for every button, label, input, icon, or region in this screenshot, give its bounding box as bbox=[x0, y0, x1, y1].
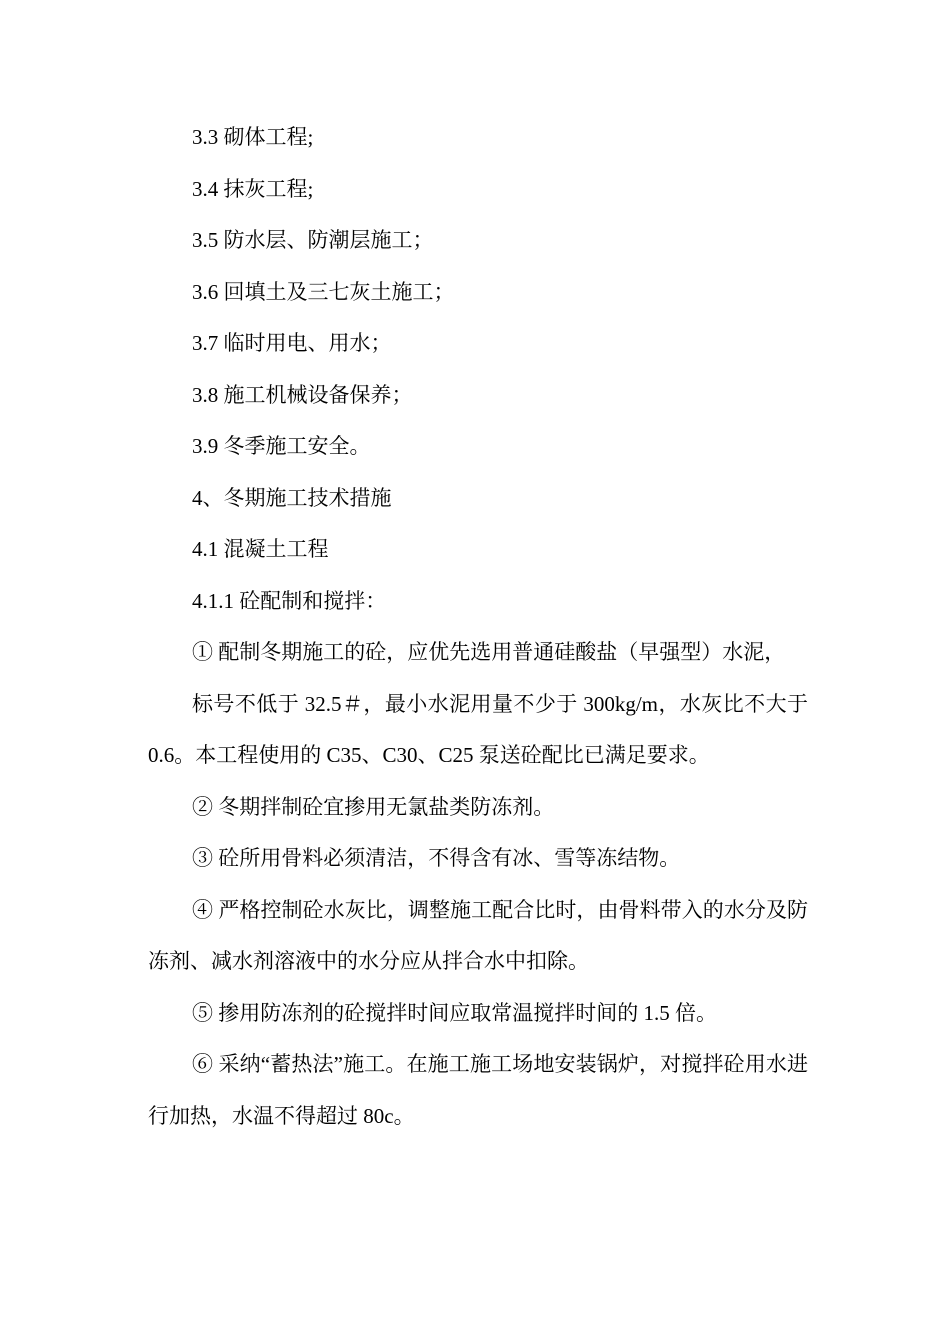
document-body bbox=[148, 112, 808, 1142]
paragraph-3-6: 3.6 回填土及三七灰土施工； bbox=[192, 279, 455, 304]
section-heading-4-1-1: 4.1.1 砼配制和搅拌： bbox=[192, 588, 387, 613]
list-item-6: ⑥ 采纳“蓄热法”施工。在施工施工场地安装锅炉，对搅拌砼用水进行加热，水温不得超过 80c。 bbox=[148, 1052, 808, 1128]
list-item-3: ③ 砼所用骨料必须清洁，不得含有冰、雪等冻结物。 bbox=[192, 846, 681, 870]
paragraph-3-3: 3.3 砌体工程; bbox=[192, 125, 314, 149]
list-item-2: ② 冬期拌制砼宜掺用无氯盐类防冻剂。 bbox=[192, 794, 555, 819]
paragraph-3-8: 3.8 施工机械设备保养； bbox=[192, 382, 413, 407]
list-item-1: ① 配制冬期施工的砼，应优先选用普通硅酸盐（早强型）水泥， bbox=[192, 640, 786, 664]
list-item-1-continued: 标号不低于 32.5＃，最小水泥用量不少于 300kg/m，水灰比不大于 0.6。本工程使用的 C35、C30、C25 泵送砼配比已满足要求。 bbox=[148, 691, 808, 767]
paragraph-3-7: 3.7 临时用电、用水； bbox=[192, 331, 392, 355]
section-heading-4-1: 4.1 混凝土工程 bbox=[192, 537, 329, 561]
section-heading-4: 4、冬期施工技术措施 bbox=[192, 485, 392, 510]
list-item-5: ⑤ 掺用防冻剂的砼搅拌时间应取常温搅拌时间的 1.5 倍。 bbox=[192, 1000, 717, 1025]
paragraph-3-4: 3.4 抹灰工程; bbox=[192, 176, 314, 201]
paragraph-3-9: 3.9 冬季施工安全。 bbox=[192, 434, 371, 458]
list-item-4: ④ 严格控制砼水灰比，调整施工配合比时，由骨料带入的水分及防冻剂、减水剂溶液中的水分应从拌合水中扣除。 bbox=[148, 897, 808, 973]
paragraph-3-5: 3.5 防水层、防潮层施工； bbox=[192, 228, 434, 252]
